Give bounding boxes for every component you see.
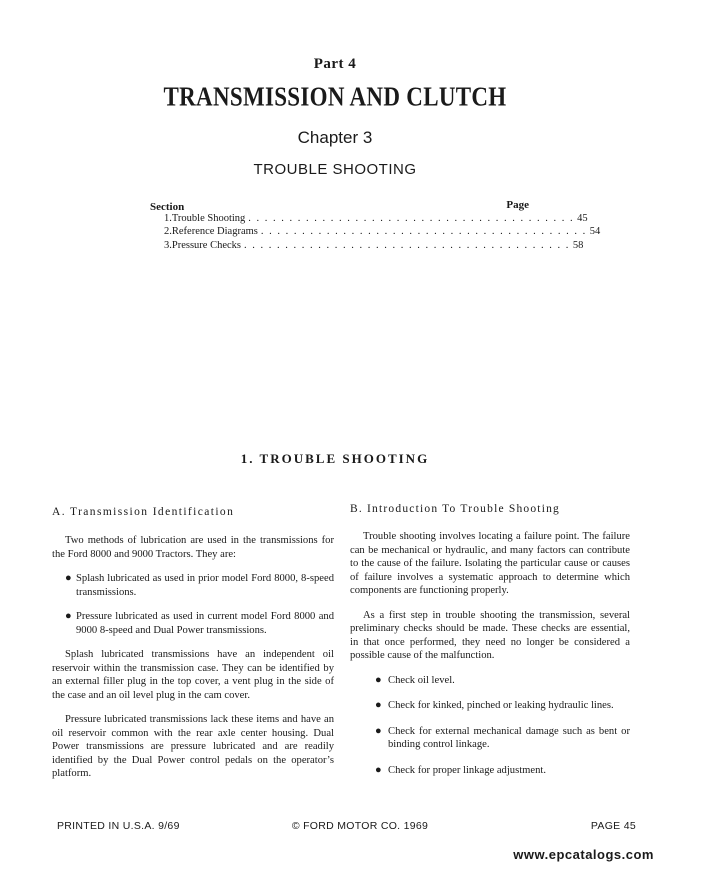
toc-leader-dots: . . . . . . . . . . . . . . . . . . . . . . . . . . . . . . . . . . . . . . . . [244,240,570,251]
toc-row-number: 3. [164,240,172,251]
watermark: www.epcatalogs.com [513,847,654,862]
bullet-item [350,764,630,778]
toc-row-number: 1. [164,213,172,224]
paragraph: Two methods of lubrication are used in the transmissions for the Ford 8000 and 9000 Tractors. They are: [52,535,334,560]
bullet-icon: ● [375,724,382,737]
bullet-icon: ● [65,610,72,622]
toc-leader-dots: . . . . . . . . . . . . . . . . . . . . . . . . . . . . . . . . . . . . . . . . [260,226,587,237]
toc-row [164,213,588,226]
subsection-heading-b: B. Introduction To Trouble Shooting [350,503,560,515]
bullet-item [52,610,334,637]
bullet-text: Check for external mechanical damage such as bent or binding control linkage. [388,725,630,750]
bullet-text: Check for kinked, pinched or leaking hydraulic lines. [388,700,614,711]
bullet-text: Check oil level. [388,674,455,686]
paragraph: As a first step in trouble shooting the transmission, several preliminary checks should be made. These checks are essential, in that once performed, they need no longer be considered a possible cause of the malfunction. [350,609,630,661]
toc-section-header: Section [150,201,185,213]
page-title: TRANSMISSION AND CLUTCH [163,82,507,112]
bullet-icon: ● [375,763,382,776]
toc-row-page: 45 [577,213,588,224]
footer-copyright: © FORD MOTOR CO. 1969 [291,820,429,832]
toc-row-label: Reference Diagrams [171,226,258,237]
left-column [52,534,334,792]
paragraph: Trouble shooting involves locating a failure point. The failure can be mechanical or hydraulic, and many factors can contribute to the cause of the failure. Isolating the particular cause or causes of failure involves a systematic approach to determine which components are functioning properly. [350,531,630,596]
bullet-item [350,699,630,713]
toc-leader-dots: . . . . . . . . . . . . . . . . . . . . . . . . . . . . . . . . . . . . . . . . [248,213,575,224]
bullet-item [350,725,630,752]
footer-page-number: PAGE 45 [590,820,636,832]
chapter-label: Chapter 3 [297,128,373,147]
toc-row-label: Pressure Checks [171,240,241,251]
toc-row-page: 58 [572,240,584,251]
chapter-subtitle: TROUBLE SHOOTING [253,161,417,178]
part-label: Part 4 [313,56,357,72]
toc-row [164,240,584,253]
paragraph: Pressure lubricated transmissions lack these items and have an oil reservoir common with the rear axle center housing. Dual Power transmissions are pressure lubricated and are readily identified by the Dual Power control pedals on the operator’s platform. [52,714,334,779]
section-title: 1. TROUBLE SHOOTING [240,451,430,466]
bullet-text: Check for proper linkage adjustment. [388,764,546,776]
footer-print-info: PRINTED IN U.S.A. 9/69 [57,820,180,832]
right-column [350,530,630,789]
subsection-heading-a: A. Transmission Identification [52,506,235,518]
bullet-text: Pressure lubricated as used in current model Ford 8000 and 9000 8-speed and Dual Power transmissions. [76,611,334,636]
toc-row-label: Trouble Shooting [171,213,246,224]
bullet-item [52,572,334,599]
paragraph: Splash lubricated transmissions have an independent oil reservoir within the transmission case. They can be identified by an external filler plug in the top cover, a vent plug in the side of the case and an oil level plug in the cam cover. [52,649,334,701]
toc-row-number: 2. [164,226,172,237]
toc-row [164,226,601,239]
bullet-item [350,674,630,688]
toc-row-page: 54 [589,226,601,237]
bullet-icon: ● [375,673,382,686]
bullet-icon: ● [65,572,72,584]
toc-page-header: Page [506,199,529,211]
bullet-icon: ● [375,699,382,711]
bullet-text: Splash lubricated as used in prior model Ford 8000, 8-speed transmissions. [76,573,334,598]
